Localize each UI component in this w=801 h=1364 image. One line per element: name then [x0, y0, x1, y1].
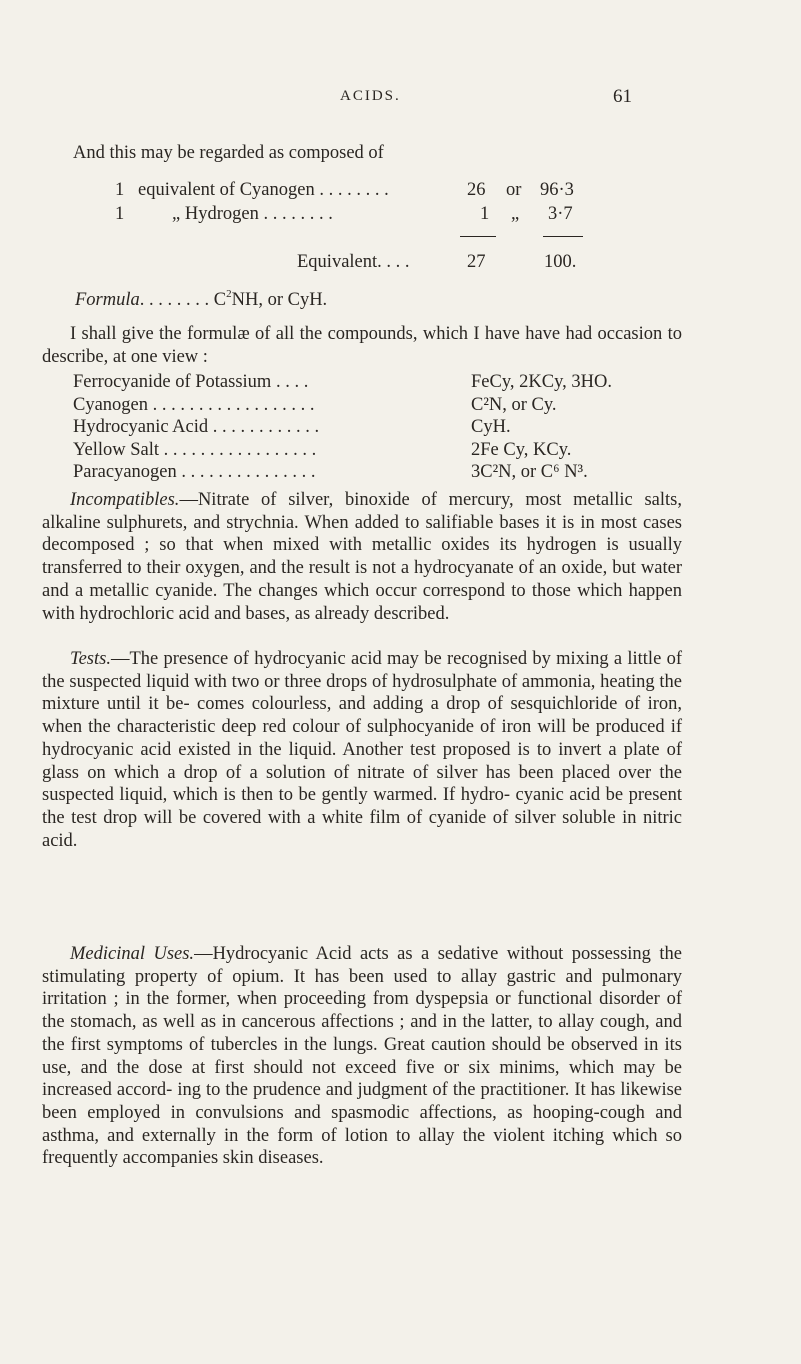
- compound-name: Cyanogen . . . . . . . . . . . . . . . . . .: [73, 394, 315, 415]
- equivalent-label: Equivalent. . . .: [297, 252, 410, 272]
- formula-label: Formula: [75, 290, 140, 310]
- tests-paragraph: [42, 648, 682, 852]
- composition-count: 1: [115, 180, 125, 200]
- formula-value: [214, 290, 327, 310]
- composition-row-cyanogen: [115, 180, 635, 206]
- composition-percent: 3·7: [548, 204, 573, 224]
- compound-formula: 2Fe Cy, KCy.: [471, 439, 572, 460]
- equivalent-parts: 27: [467, 252, 486, 272]
- compound-formula: 3C²N, or C⁶ N³.: [471, 462, 588, 482]
- composition-percent: 96·3: [540, 180, 574, 200]
- tests-heading: Tests.: [70, 649, 111, 669]
- compound-formula: FeCy, 2KCy, 3HO.: [471, 372, 612, 392]
- formula-subscript: 2: [226, 288, 232, 300]
- compound-formula: CyH.: [471, 417, 511, 437]
- sum-rule-parts: [460, 236, 496, 237]
- medicinal-paragraph: [42, 943, 682, 1170]
- compound-formula: C²N, or Cy.: [471, 394, 557, 415]
- formula-symbol: C: [213, 290, 227, 310]
- compound-row: [73, 440, 693, 463]
- medicinal-heading: Medicinal Uses.: [70, 944, 195, 964]
- composition-row-hydrogen: [115, 204, 635, 230]
- incompatibles-paragraph: [42, 489, 682, 625]
- composition-parts: 1: [480, 204, 490, 224]
- equivalent-row: [115, 252, 635, 278]
- formula-line: [75, 290, 327, 311]
- sum-rule-percent: [543, 236, 583, 237]
- compound-row: [73, 462, 693, 485]
- running-title: ACIDS.: [340, 88, 401, 104]
- compounds-table: [73, 372, 693, 485]
- tests-text: —The presence of hydrocyanic acid may be recognised by mixing a little of the suspected liquid with two or three drops of hydrosulphate of ammonia, heating the mixture until it be- comes colourless, and adding a drop of sesquichloride of iron, when the characteristic deep red colour of sulphocyanide of iron will be produced if hydrocyanic acid existed in the liquid. Another test proposed is to invert a plate of glass on which a drop of a solution of nitrate of silver has been placed over the suspected liquid, which is then to be gently warmed. If hydro- cyanic acid be present the test drop will be covered with a white film of cyanide of silver soluble in nitric acid.: [42, 649, 682, 851]
- composition-conjunction: „: [511, 204, 520, 224]
- compound-name: Ferrocyanide of Potassium . . . .: [73, 372, 309, 392]
- compound-name: Paracyanogen . . . . . . . . . . . . . . .: [73, 462, 316, 482]
- formulae-intro: [42, 323, 682, 368]
- compound-name: Yellow Salt . . . . . . . . . . . . . . . . .: [73, 439, 317, 460]
- incompatibles-heading: Incompatibles.: [70, 490, 180, 510]
- compound-row: [73, 372, 693, 395]
- incompatibles-text: —Nitrate of silver, binoxide of mercury, most metallic salts, alkaline sulphurets, and strychnia. When added to salifiable bases it is in most cases decomposed ; so that when mixed with metallic oxides its hydrogen is usually transferred to their oxygen, and the result is not a hydrocyanate of an oxide, but water and a metallic cyanide. The changes which occur correspond to those which happen with hydrochloric acid and bases, as already described.: [42, 490, 682, 624]
- composition-parts: 26: [467, 180, 486, 200]
- formulae-intro-text: I shall give the formulæ of all the compounds, which I have have had occasion to describe, at one view :: [42, 324, 682, 367]
- formula-dots: . . . . . . . .: [139, 290, 210, 310]
- page-number: 61: [613, 86, 632, 107]
- running-head: [0, 88, 801, 112]
- composition-label: equivalent of Cyanogen . . . . . . . .: [138, 180, 389, 200]
- composition-count: 1: [115, 204, 125, 224]
- compound-row: [73, 395, 693, 418]
- equivalent-percent: 100.: [544, 252, 577, 272]
- compound-row: [73, 417, 693, 440]
- composition-conjunction: or: [506, 180, 522, 200]
- composition-label: „ Hydrogen . . . . . . . .: [172, 204, 333, 224]
- formula-rest: NH, or CyH.: [231, 290, 328, 310]
- medicinal-text: —Hydrocyanic Acid acts as a sedative without possessing the stimulating property of opium. It has been used to allay gastric and pulmonary irritation ; in the former, when proceeding from dyspepsia or functional disorder of the stomach, as well as in cancerous affections ; and in the latter, to allay cough, and the first symptoms of tubercles in the lungs. Great caution should be observed in its use, and the dose at first should not exceed five or six minims, which may be increased accord- ing to the prudence and judgment of the practitioner. It has likewise been employed in convulsions and spasmodic affections, as hooping-cough and asthma, and externally in the form of lotion to allay the violent itching which so frequently accompanies skin diseases.: [42, 944, 682, 1169]
- composition-intro: And this may be regarded as composed of: [73, 143, 384, 163]
- compound-name: Hydrocyanic Acid . . . . . . . . . . . .: [73, 417, 320, 437]
